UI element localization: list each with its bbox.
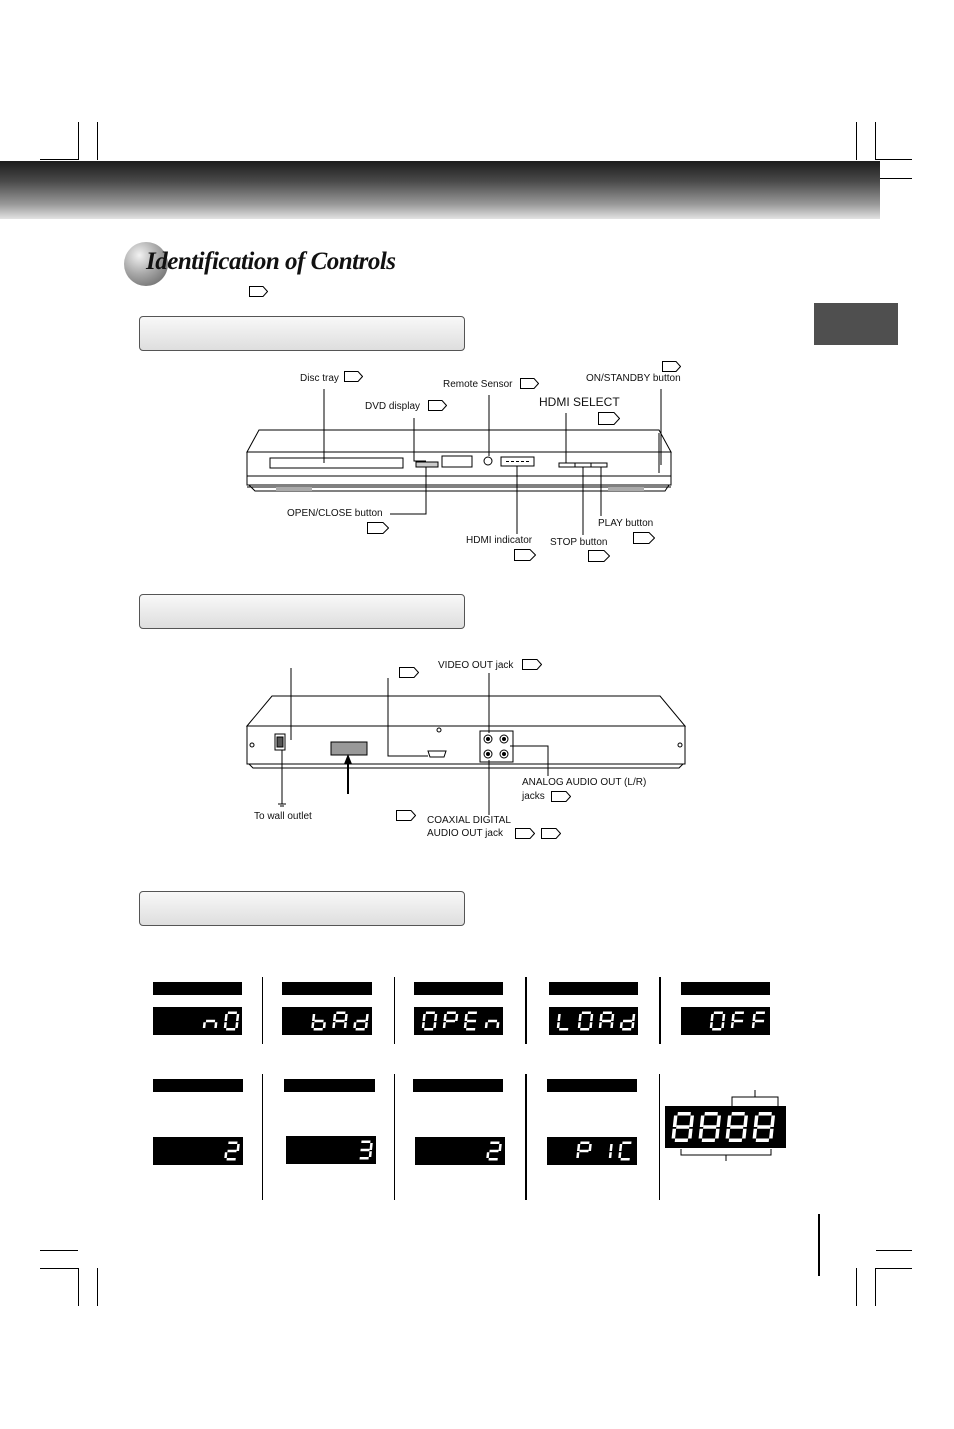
hdmi-select-label: HDMI SELECT	[539, 395, 620, 409]
open-close-label: OPEN/CLOSE button	[287, 508, 383, 519]
coaxial-label-line1: COAXIAL DIGITAL	[427, 815, 511, 826]
play-button-label: PLAY button	[598, 518, 654, 529]
on-standby-label: ON/STANDBY button	[586, 373, 681, 384]
video-out-label: VIDEO OUT jack	[438, 660, 514, 671]
coaxial-label-line2: AUDIO OUT jack	[427, 828, 503, 839]
hdmi-indicator-label: HDMI indicator	[466, 535, 533, 546]
disc-tray-label: Disc tray	[300, 373, 339, 384]
page-title: Identification of Controls	[146, 248, 396, 275]
stop-button-label: STOP button	[550, 537, 608, 548]
dvd-display-label: DVD display	[365, 401, 421, 412]
remote-sensor-label: Remote Sensor	[443, 379, 513, 390]
analog-audio-label-line2: jacks	[522, 791, 545, 802]
wall-outlet-label: To wall outlet	[254, 811, 312, 822]
analog-audio-label-line1: ANALOG AUDIO OUT (L/R)	[522, 777, 647, 788]
